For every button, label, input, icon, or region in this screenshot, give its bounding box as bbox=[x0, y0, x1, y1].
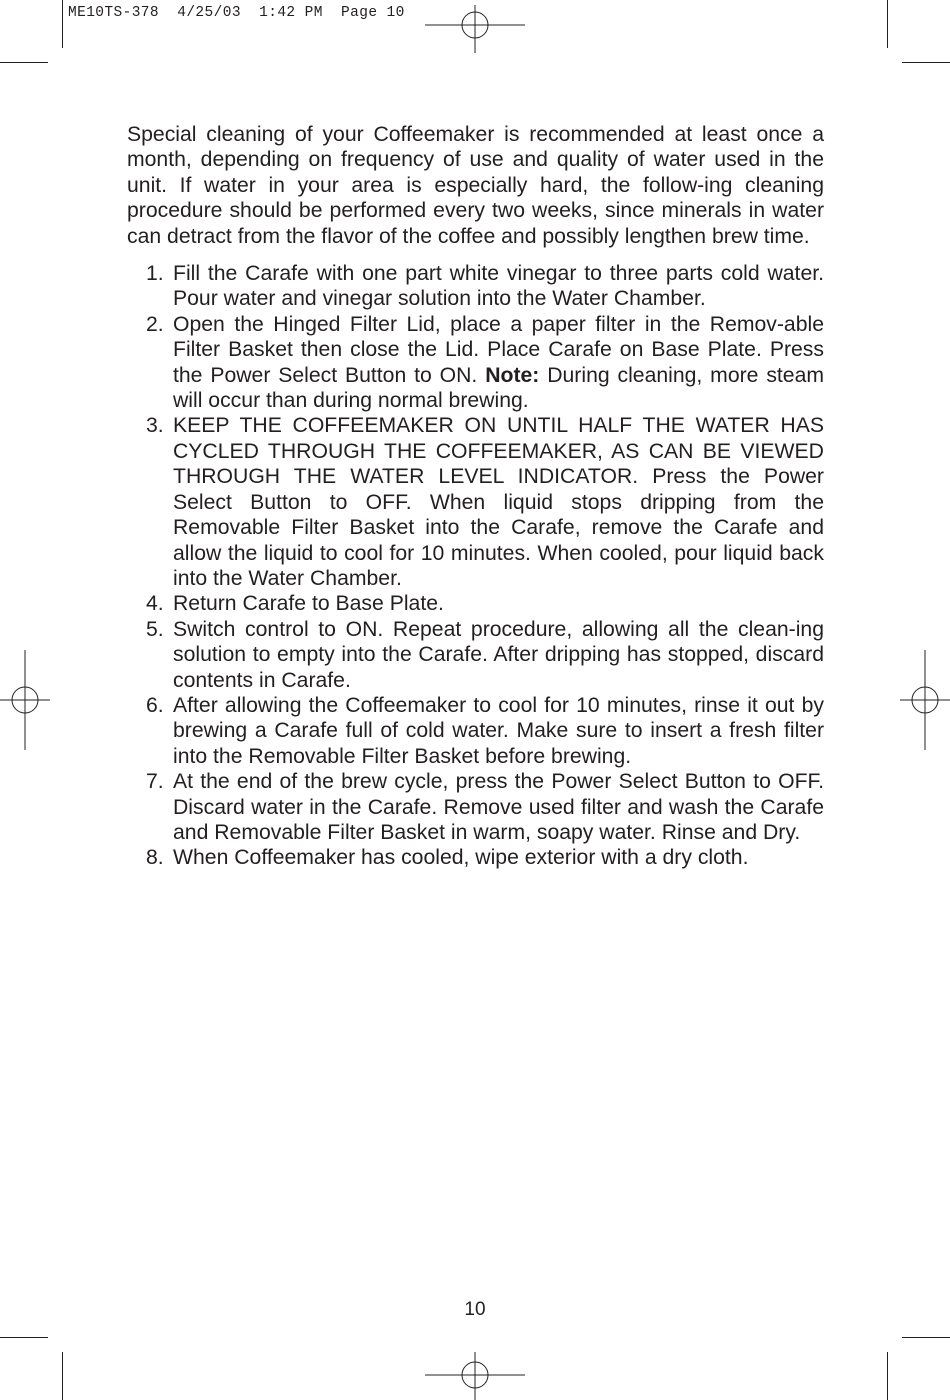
step-text: Return Carafe to Base Plate. bbox=[173, 592, 444, 616]
step-text: When Coffeemaker has cooled, wipe exterior with a dry cloth. bbox=[173, 846, 749, 870]
cleaning-steps-list bbox=[127, 261, 824, 871]
intro-paragraph: Special cleaning of your Coffeemaker is recommended at least once a month, depending on frequency of use and quality of water used in the unit. If water in your area is especially hard, the follow-ing cleaning procedure should be performed every two weeks, since minerals in water can detract from the flavor of the coffee and possibly lengthen brew time. bbox=[127, 123, 824, 248]
step-number: 3. bbox=[146, 414, 164, 438]
list-item bbox=[127, 591, 824, 616]
list-item bbox=[127, 617, 824, 693]
registration-mark-left bbox=[0, 650, 50, 750]
step-text: At the end of the brew cycle, press the Power Select Button to OFF. Discard water in the Carafe. Remove used filter and wash the Carafe and Removable Filter Basket in warm, soapy water. Rinse and Dry. bbox=[173, 770, 824, 844]
crop-mark-top-right-vertical bbox=[887, 0, 888, 48]
crop-mark-top-right-horizontal bbox=[902, 62, 950, 63]
list-item bbox=[127, 845, 824, 870]
crop-mark-bottom-right-horizontal bbox=[902, 1337, 950, 1338]
step-number: 7. bbox=[146, 770, 164, 794]
list-item bbox=[127, 413, 824, 591]
step-text: KEEP THE COFFEEMAKER ON UNTIL HALF THE WATER HAS CYCLED THROUGH THE COFFEEMAKER, AS CAN BE VIEWED THROUGH THE WATER LEVEL INDICATOR. Press the Power Select Button to OFF. When liquid stops dripping from the Removable Filter Basket into the Carafe, remove the Carafe and allow the liquid to cool for 10 minutes. When cooled, pour liquid back into the Water Chamber. bbox=[173, 414, 824, 590]
registration-mark-top bbox=[425, 5, 525, 55]
step-text: Switch control to ON. Repeat procedure, allowing all the clean-ing solution to empty into the Carafe. After dripping has stopped, discard contents in Carafe. bbox=[173, 617, 824, 692]
list-item bbox=[127, 693, 824, 769]
crop-mark-top-left-horizontal bbox=[0, 62, 48, 63]
crop-mark-bottom-left-vertical bbox=[62, 1352, 63, 1400]
list-item bbox=[127, 261, 824, 312]
registration-mark-bottom bbox=[425, 1350, 525, 1400]
step-number: 1. bbox=[146, 262, 164, 286]
list-item bbox=[127, 312, 824, 414]
note-text: During cleaning, more steam will occur than during normal brewing. bbox=[173, 363, 825, 413]
step-number: 2. bbox=[146, 312, 164, 336]
printer-slug: ME10TS-378 4/25/03 1:42 PM Page 10 bbox=[68, 5, 405, 21]
crop-mark-bottom-left-horizontal bbox=[0, 1337, 48, 1338]
list-item bbox=[127, 769, 824, 845]
step-number: 6. bbox=[146, 693, 164, 717]
page-number: 10 bbox=[464, 1299, 486, 1320]
step-number: 4. bbox=[146, 592, 164, 616]
note-label: Note: bbox=[485, 363, 540, 387]
step-text: Open the Hinged Filter Lid, place a paper filter in the Remov-able Filter Basket then close the Lid. Place Carafe on Base Plate. Press the Power Select Button to ON. bbox=[173, 312, 824, 387]
cleaning-instructions bbox=[127, 122, 824, 871]
step-number: 8. bbox=[146, 846, 164, 870]
step-text: Fill the Carafe with one part white vinegar to three parts cold water. Pour water and vinegar solution into the Water Chamber. bbox=[173, 262, 824, 311]
crop-mark-bottom-right-vertical bbox=[887, 1352, 888, 1400]
step-text: After allowing the Coffeemaker to cool for 10 minutes, rinse it out by brewing a Carafe full of cold water. Make sure to insert a fresh filter into the Removable Filter Basket before brewing. bbox=[173, 693, 824, 768]
step-number: 5. bbox=[146, 617, 164, 641]
registration-mark-right bbox=[900, 650, 950, 750]
crop-mark-top-left-vertical bbox=[62, 0, 63, 48]
